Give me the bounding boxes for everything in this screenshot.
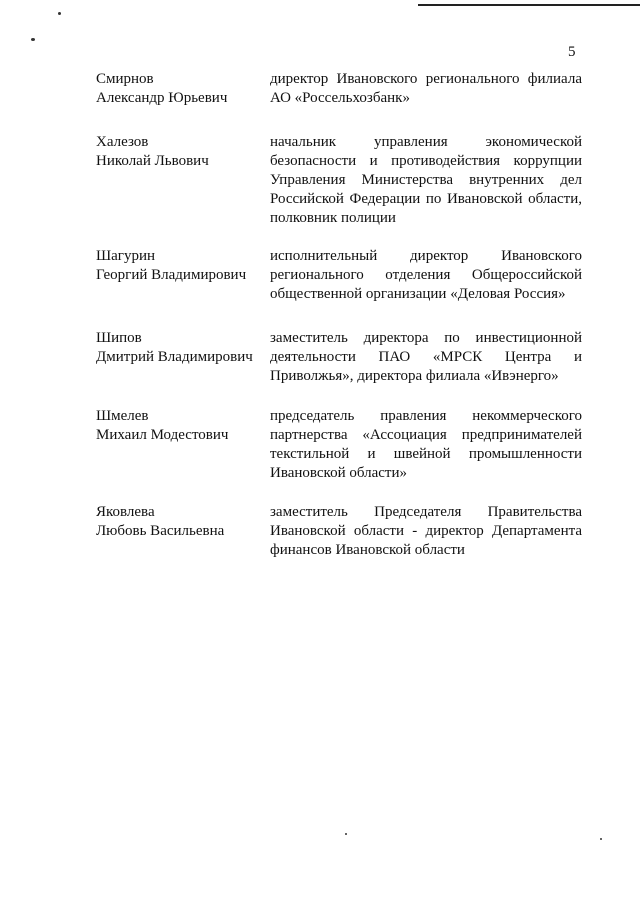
page-number: 5 (568, 44, 576, 60)
member-given-names: Александр Юрьевич (96, 90, 228, 106)
member-given-names: Николай Львович (96, 153, 209, 169)
scan-speck (345, 833, 347, 835)
member-given-names: Михаил Модестович (96, 427, 229, 443)
member-name (96, 247, 266, 285)
member-surname: Яковлева (96, 504, 155, 520)
member-name (96, 407, 266, 445)
member-surname: Шипов (96, 330, 142, 346)
member-position: председатель правления некоммерческого партнерства «Ассоциация предпринимателей текстильной и швейной промышленности Ивановской области» (270, 408, 582, 481)
member-name (96, 503, 266, 541)
member-given-names: Дмитрий Владимирович (96, 349, 253, 365)
member-surname: Шагурин (96, 248, 155, 264)
member-surname: Халезов (96, 134, 149, 150)
member-position: заместитель Председателя Правительства Ивановской области - директор Департамента финансов Ивановской области (270, 504, 582, 558)
member-position: исполнительный директор Ивановского регионального отделения Общероссийской общественной организации «Деловая Россия» (270, 248, 582, 302)
member-name (96, 70, 266, 108)
scan-speck (31, 38, 35, 41)
top-rule (418, 4, 640, 6)
member-given-names: Любовь Васильевна (96, 523, 225, 539)
scan-speck (600, 838, 602, 840)
member-surname: Смирнов (96, 71, 154, 87)
member-position: начальник управления экономической безопасности и противодействия коррупции Управления Министерства внутренних дел Российской Федерации по Ивановской области, полковник полиции (270, 134, 582, 226)
member-surname: Шмелев (96, 408, 149, 424)
scan-speck (58, 12, 61, 15)
member-given-names: Георгий Владимирович (96, 267, 247, 283)
member-position: заместитель директора по инвестиционной деятельности ПАО «МРСК Центра и Приволжья», директора филиала «Ивэнерго» (270, 330, 582, 384)
member-name (96, 329, 266, 367)
member-name (96, 133, 266, 171)
member-position: директор Ивановского регионального филиала АО «Россельхозбанк» (270, 71, 582, 106)
